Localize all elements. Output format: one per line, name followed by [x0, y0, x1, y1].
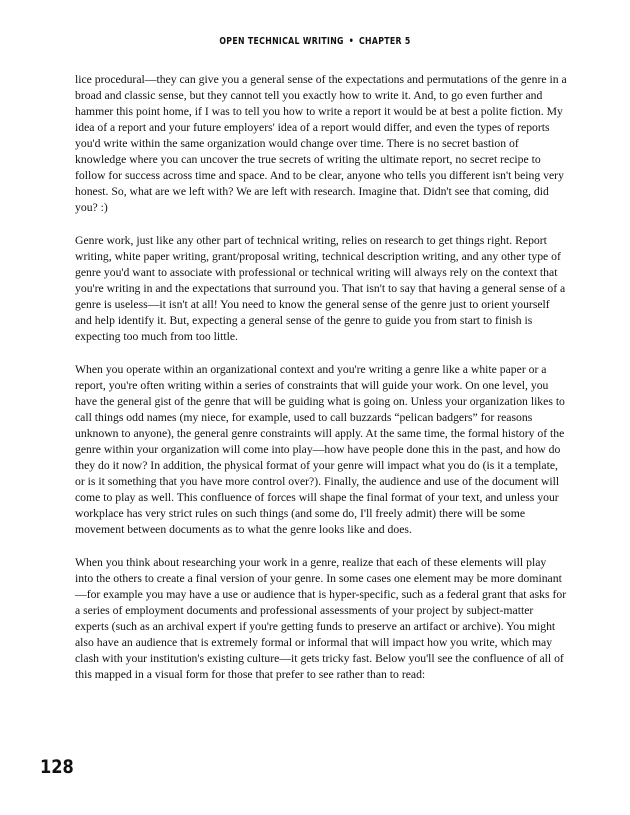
body-text	[75, 72, 567, 700]
running-header	[57, 36, 574, 47]
paragraph: Genre work, just like any other part of technical writing, relies on research to get things right. Report writing, white paper writing, grant/proposal writing, technical description writing, and any other type of genre you'd want to associate with professional or technical writing will always rely on the context that you're writing in and the expectations that surround you. That isn't to say that having a general sense of a genre is useless—it isn't at all! You need to know the general sense of the genre just to orient yourself and help identify it. But, expecting a general sense of the genre to guide you from start to finish is expecting too much from too little.	[75, 234, 566, 343]
book-title: OPEN TECHNICAL WRITING	[219, 36, 344, 47]
paragraph: When you think about researching your work in a genre, realize that each of these elements will play into the others to create a final version of your genre. In some cases one element may be more dominant—for example you may have a use or audience that is hyper-specific, such as a federal grant that asks for a series of employment documents and professional assessments of your project by subject-matter experts (such as an archival expert if you're getting funds to preserve an artifact or archive). You might also have an audience that is extremely formal or informal that will impact how you write, which may clash with your institution's existing culture—it gets tricky fast. Below you'll see the confluence of all of this mapped in a visual form for those that prefer to see rather than to read:	[75, 556, 567, 681]
header-separator: •	[348, 36, 355, 47]
paragraph: When you operate within an organizational context and you're writing a genre like a white paper or a report, you're often writing within a series of constraints that will guide your work. On one level, you have the general gist of the genre that will be guiding what is going on. Unless your organization likes to call things odd names (my niece, for example, used to call buzzards “pelican badgers” for reasons unknown to anyone), the general genre constraints will apply. At the same time, the formal history of the genre within your organization will come into play—how have people done this in the past, and how do they do it now? In addition, the physical format of your genre will impact what you do (is it a template, or is it something that you have more control over?). Finally, the audience and use of the document will come to play as well. This confluence of forces will shape the final format of your text, and unless your workplace has very strict rules on such things (and some do, I'll freely admit) there will be some movement between documents as to what the genre looks like and does.	[75, 363, 565, 536]
page-number: 128	[40, 756, 74, 778]
paragraph: lice procedural—they can give you a general sense of the expectations and permutations of the genre in a broad and classic sense, but they cannot tell you exactly how to write it. And, to go even further and hammer this point home, if I was to tell you how to write a report it would be at best a polite fiction. My idea of a report and your future employers' idea of a report would differ, and even the types of reports you'd write within the same organization would change over time. There is no secret bastion of knowledge where you can uncover the true secrets of writing the ultimate report, no secret recipe to follow for success across time and space. And to be clear, anyone who tells you different isn't being very honest. So, what are we left with? We are left with research. Imagine that. Didn't see that coming, did you? :)	[75, 73, 567, 214]
chapter-label: CHAPTER 5	[358, 36, 411, 47]
